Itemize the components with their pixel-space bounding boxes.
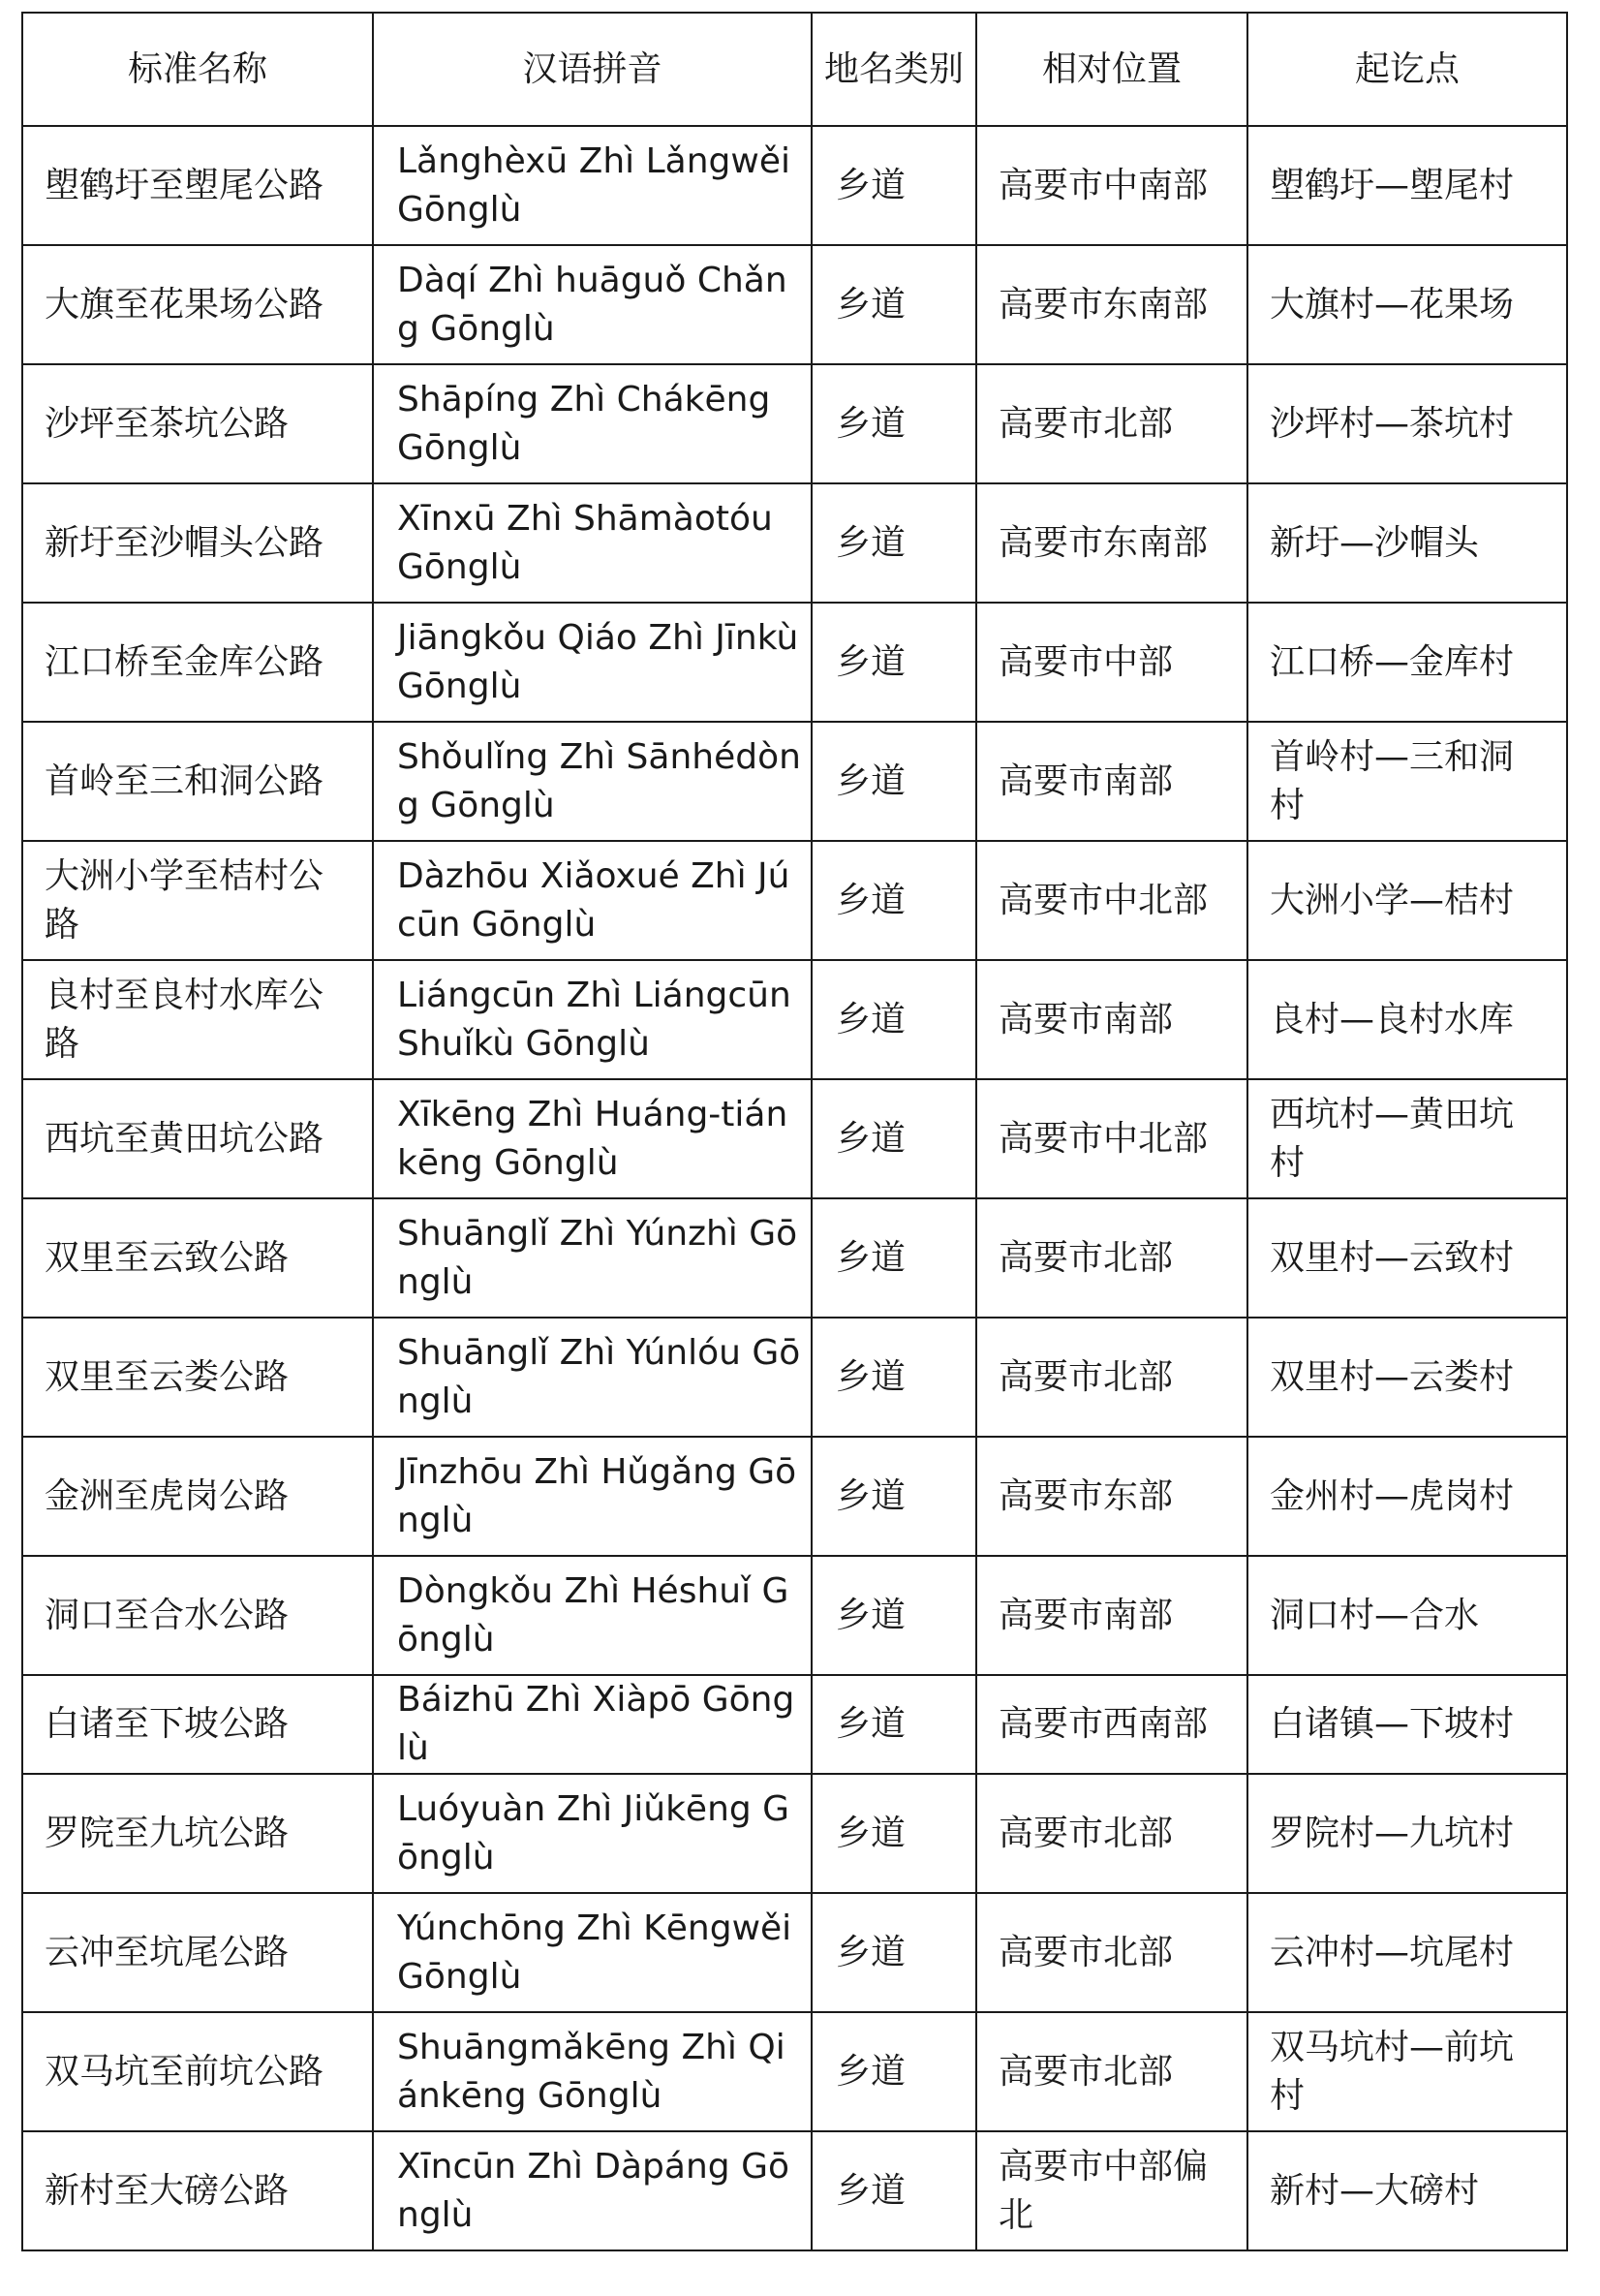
cell-name: 大旗至花果场公路 xyxy=(22,245,373,364)
cell-name: 沙坪至茶坑公路 xyxy=(22,364,373,483)
cell-endpoints: 金州村—虎岗村 xyxy=(1247,1437,1567,1556)
cell-pinyin: Yúnchōng Zhì Kēngwěi Gōnglù xyxy=(373,1893,812,2012)
table-row xyxy=(22,722,1567,841)
cell-endpoints: 洞口村—合水 xyxy=(1247,1556,1567,1675)
cell-location: 高要市北部 xyxy=(976,1893,1247,2012)
cell-name: 白诸至下坡公路 xyxy=(22,1675,373,1774)
table-row xyxy=(22,1318,1567,1437)
cell-location: 高要市南部 xyxy=(976,1556,1247,1675)
cell-type: 乡道 xyxy=(812,1318,976,1437)
cell-location: 高要市西南部 xyxy=(976,1675,1247,1774)
cell-pinyin: Shuānglǐ Zhì Yúnlóu Gōnglù xyxy=(373,1318,812,1437)
cell-location: 高要市北部 xyxy=(976,364,1247,483)
cell-name: 双里至云娄公路 xyxy=(22,1318,373,1437)
cell-pinyin: Shuānglǐ Zhì Yúnzhì Gōnglù xyxy=(373,1198,812,1318)
cell-name: 塱鹤圩至塱尾公路 xyxy=(22,126,373,245)
cell-pinyin: Xīnxū Zhì Shāmàotóu Gōnglù xyxy=(373,483,812,603)
cell-location: 高要市中南部 xyxy=(976,126,1247,245)
cell-endpoints: 西坑村—黄田坑村 xyxy=(1247,1079,1567,1198)
cell-name: 新圩至沙帽头公路 xyxy=(22,483,373,603)
cell-name: 金洲至虎岗公路 xyxy=(22,1437,373,1556)
cell-name: 罗院至九坑公路 xyxy=(22,1774,373,1893)
cell-endpoints: 新圩—沙帽头 xyxy=(1247,483,1567,603)
cell-location: 高要市中北部 xyxy=(976,841,1247,960)
cell-pinyin: Jiāngkǒu Qiáo Zhì Jīnkù Gōnglù xyxy=(373,603,812,722)
cell-pinyin: Báizhū Zhì Xiàpō Gōnglù xyxy=(373,1675,812,1774)
table-row xyxy=(22,483,1567,603)
header-pinyin: 汉语拼音 xyxy=(373,13,812,126)
cell-type: 乡道 xyxy=(812,1774,976,1893)
cell-pinyin: Xīncūn Zhì Dàpáng Gōnglù xyxy=(373,2131,812,2250)
cell-endpoints: 塱鹤圩—塱尾村 xyxy=(1247,126,1567,245)
cell-type: 乡道 xyxy=(812,1079,976,1198)
cell-location: 高要市东部 xyxy=(976,1437,1247,1556)
cell-type: 乡道 xyxy=(812,841,976,960)
cell-type: 乡道 xyxy=(812,960,976,1079)
cell-pinyin: Dòngkǒu Zhì Héshuǐ Gōnglù xyxy=(373,1556,812,1675)
header-category: 地名类别 xyxy=(812,13,976,126)
cell-type: 乡道 xyxy=(812,1893,976,2012)
cell-pinyin: Xīkēng Zhì Huáng-tiánkēng Gōnglù xyxy=(373,1079,812,1198)
cell-location: 高要市南部 xyxy=(976,722,1247,841)
table-header-row xyxy=(22,13,1567,126)
cell-name: 首岭至三和洞公路 xyxy=(22,722,373,841)
table-row xyxy=(22,841,1567,960)
cell-pinyin: Luóyuàn Zhì Jiǔkēng Gōnglù xyxy=(373,1774,812,1893)
cell-name: 双马坑至前坑公路 xyxy=(22,2012,373,2131)
cell-endpoints: 大旗村—花果场 xyxy=(1247,245,1567,364)
cell-type: 乡道 xyxy=(812,483,976,603)
header-standard-name: 标准名称 xyxy=(22,13,373,126)
cell-type: 乡道 xyxy=(812,1437,976,1556)
cell-type: 乡道 xyxy=(812,126,976,245)
table-row xyxy=(22,960,1567,1079)
cell-pinyin: Dàqí Zhì huāguǒ Chǎng Gōnglù xyxy=(373,245,812,364)
table-row xyxy=(22,1675,1567,1774)
table-row xyxy=(22,245,1567,364)
header-relative-location: 相对位置 xyxy=(976,13,1247,126)
cell-pinyin: Shāpíng Zhì Chákēng Gōnglù xyxy=(373,364,812,483)
table-row xyxy=(22,1893,1567,2012)
table-row xyxy=(22,126,1567,245)
table-row xyxy=(22,603,1567,722)
cell-type: 乡道 xyxy=(812,364,976,483)
cell-endpoints: 双马坑村—前坑村 xyxy=(1247,2012,1567,2131)
place-name-table xyxy=(21,12,1568,2251)
table-row xyxy=(22,2012,1567,2131)
cell-type: 乡道 xyxy=(812,1198,976,1318)
cell-pinyin: Dàzhōu Xiǎoxué Zhì Júcūn Gōnglù xyxy=(373,841,812,960)
table-row xyxy=(22,1198,1567,1318)
cell-location: 高要市中部 xyxy=(976,603,1247,722)
cell-pinyin: Shuāngmǎkēng Zhì Qiánkēng Gōnglù xyxy=(373,2012,812,2131)
cell-name: 大洲小学至桔村公路 xyxy=(22,841,373,960)
cell-endpoints: 大洲小学—桔村 xyxy=(1247,841,1567,960)
cell-name: 良村至良村水库公路 xyxy=(22,960,373,1079)
cell-endpoints: 双里村—云娄村 xyxy=(1247,1318,1567,1437)
cell-name: 双里至云致公路 xyxy=(22,1198,373,1318)
document-page xyxy=(21,12,1566,2251)
cell-endpoints: 江口桥—金库村 xyxy=(1247,603,1567,722)
cell-location: 高要市中北部 xyxy=(976,1079,1247,1198)
cell-type: 乡道 xyxy=(812,2012,976,2131)
cell-pinyin: Jīnzhōu Zhì Hǔgǎng Gōnglù xyxy=(373,1437,812,1556)
cell-name: 新村至大磅公路 xyxy=(22,2131,373,2250)
cell-location: 高要市东南部 xyxy=(976,483,1247,603)
cell-name: 江口桥至金库公路 xyxy=(22,603,373,722)
cell-type: 乡道 xyxy=(812,603,976,722)
cell-name: 洞口至合水公路 xyxy=(22,1556,373,1675)
cell-pinyin: Lǎnghèxū Zhì Lǎngwěi Gōnglù xyxy=(373,126,812,245)
cell-name: 西坑至黄田坑公路 xyxy=(22,1079,373,1198)
cell-endpoints: 良村—良村水库 xyxy=(1247,960,1567,1079)
cell-location: 高要市东南部 xyxy=(976,245,1247,364)
cell-type: 乡道 xyxy=(812,2131,976,2250)
cell-endpoints: 白诸镇—下坡村 xyxy=(1247,1675,1567,1774)
table-row xyxy=(22,2131,1567,2250)
table-row xyxy=(22,1437,1567,1556)
table-row xyxy=(22,364,1567,483)
cell-type: 乡道 xyxy=(812,1675,976,1774)
cell-type: 乡道 xyxy=(812,722,976,841)
cell-location: 高要市南部 xyxy=(976,960,1247,1079)
table-row xyxy=(22,1079,1567,1198)
cell-type: 乡道 xyxy=(812,245,976,364)
cell-endpoints: 罗院村—九坑村 xyxy=(1247,1774,1567,1893)
cell-pinyin: Liángcūn Zhì Liángcūn Shuǐkù Gōnglù xyxy=(373,960,812,1079)
cell-endpoints: 双里村—云致村 xyxy=(1247,1198,1567,1318)
cell-location: 高要市北部 xyxy=(976,1774,1247,1893)
cell-name: 云冲至坑尾公路 xyxy=(22,1893,373,2012)
cell-type: 乡道 xyxy=(812,1556,976,1675)
table-row xyxy=(22,1556,1567,1675)
cell-location: 高要市北部 xyxy=(976,1318,1247,1437)
cell-pinyin: Shǒulǐng Zhì Sānhédòng Gōnglù xyxy=(373,722,812,841)
table-row xyxy=(22,1774,1567,1893)
cell-location: 高要市北部 xyxy=(976,2012,1247,2131)
cell-location: 高要市北部 xyxy=(976,1198,1247,1318)
cell-endpoints: 新村—大磅村 xyxy=(1247,2131,1567,2250)
cell-location: 高要市中部偏北 xyxy=(976,2131,1247,2250)
cell-endpoints: 云冲村—坑尾村 xyxy=(1247,1893,1567,2012)
cell-endpoints: 首岭村—三和洞村 xyxy=(1247,722,1567,841)
header-endpoints: 起讫点 xyxy=(1247,13,1567,126)
cell-endpoints: 沙坪村—茶坑村 xyxy=(1247,364,1567,483)
